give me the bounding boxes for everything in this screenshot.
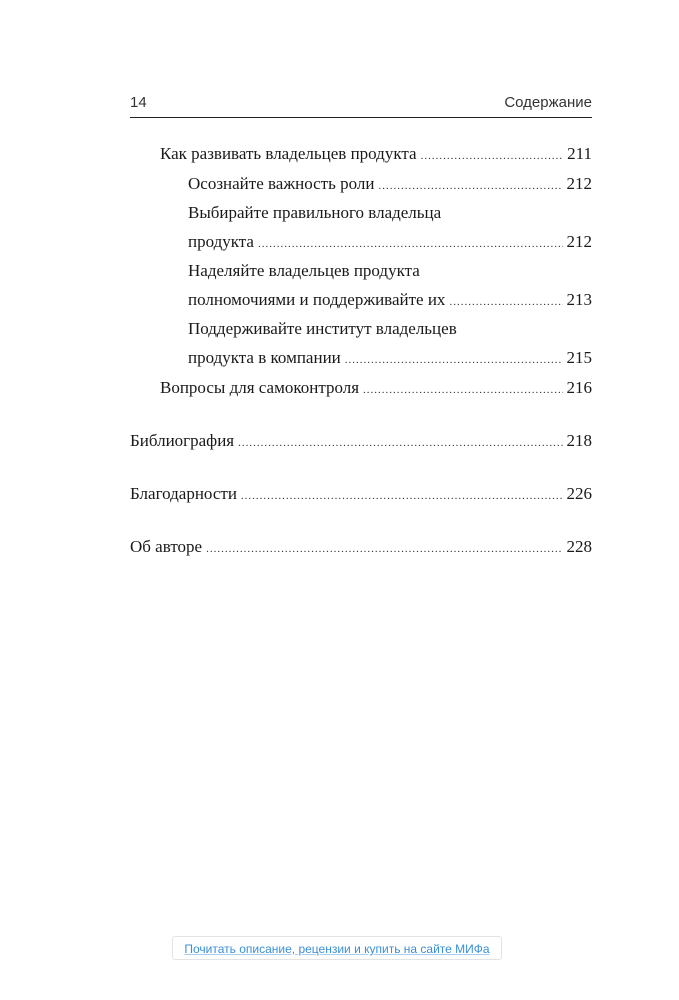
toc-entry bbox=[130, 430, 592, 454]
toc-entry-page: 228 bbox=[566, 537, 592, 556]
toc-entry-page: 218 bbox=[566, 431, 592, 450]
toc-entry bbox=[188, 260, 592, 313]
header-rule bbox=[130, 117, 592, 118]
toc-entry bbox=[188, 202, 592, 255]
toc-entry bbox=[130, 536, 592, 560]
toc-entry-page: 226 bbox=[566, 484, 592, 503]
page-number: 14 bbox=[130, 94, 147, 111]
dot-leader bbox=[378, 175, 562, 197]
toc-entry bbox=[130, 483, 592, 507]
toc-entry bbox=[160, 143, 592, 167]
dot-leader bbox=[238, 432, 562, 454]
dot-leader bbox=[421, 145, 564, 167]
dot-leader bbox=[363, 379, 562, 401]
toc-entry bbox=[188, 173, 592, 197]
toc-entry-page: 215 bbox=[566, 348, 592, 367]
toc-entry-page: 212 bbox=[566, 232, 592, 251]
dot-leader bbox=[206, 538, 562, 560]
toc-entry-page: 211 bbox=[567, 144, 592, 163]
toc-entry-title-line1: Выбирайте правильного владельца bbox=[188, 203, 442, 222]
toc-entry-title: Благодарности bbox=[130, 484, 237, 503]
toc-entry-page: 213 bbox=[566, 290, 592, 309]
toc-entry-title-line1: Поддерживайте институт владельцев bbox=[188, 319, 457, 338]
toc-entry bbox=[160, 377, 592, 401]
toc-entry-title: Библиография bbox=[130, 431, 235, 450]
toc-entry-title-line2: полномочиями и поддерживайте их bbox=[188, 290, 446, 309]
dot-leader bbox=[449, 291, 562, 313]
toc-entry-page: 212 bbox=[566, 174, 592, 193]
dot-leader bbox=[241, 485, 563, 507]
dot-leader bbox=[345, 349, 563, 371]
toc-entry-title: Осознайте важность роли bbox=[188, 174, 375, 193]
toc-entry bbox=[188, 318, 592, 371]
toc-entry-title: Вопросы для самоконтроля bbox=[160, 378, 360, 397]
toc-entry-page: 216 bbox=[566, 378, 592, 397]
section-title: Содержание bbox=[504, 94, 592, 111]
running-header bbox=[130, 92, 592, 116]
toc-entry-title-line1: Наделяйте владельцев продукта bbox=[188, 261, 420, 280]
toc-entry-title-line2: продукта bbox=[188, 232, 254, 251]
toc-entry-title: Как развивать владельцев продукта bbox=[160, 144, 417, 163]
toc-entry-title-line2: продукта в компании bbox=[188, 348, 341, 367]
toc-entry-title: Об авторе bbox=[130, 537, 203, 556]
dot-leader bbox=[258, 233, 563, 255]
buy-on-mif-link[interactable]: Почитать описание, рецензии и купить на сайте МИФа bbox=[172, 936, 502, 960]
